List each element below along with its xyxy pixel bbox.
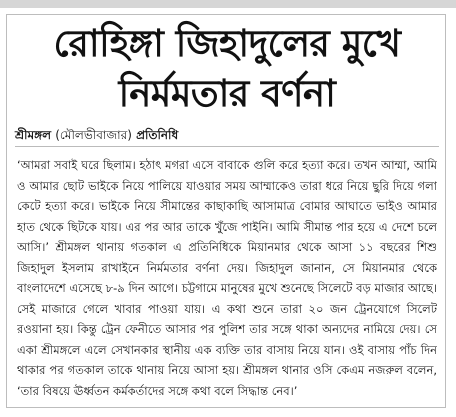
dateline-city: শ্রীমঙ্গল — [15, 128, 52, 142]
headline-line-1: রোহিঙ্গা জিহাদুলের মুখে — [53, 22, 401, 65]
dateline-rule — [15, 146, 439, 147]
headline-line-2: নির্মমতার বর্ণনা — [118, 72, 336, 115]
article-dateline — [15, 127, 439, 143]
dateline-reporter: প্রতিনিধি — [136, 128, 179, 142]
article-body: ‘আমরা সবাই ঘরে ছিলাম। হঠাৎ মগরা এসে বাবাকে গুলি করে হত্যা করে। তখন আম্মা, আমি ও আমার ছোট ভাইকে নিয়ে পালিয়ে যাওয়ার সময় আম্মাকেও তারা ধরে নিয়ে ছুরি দিয়ে গলা কেটে হত্যা করে। ভাইকে নিয়ে সীমান্তের কাছাকাছি আসামাত্র বোমার আঘাতে ভাইও আমার হাত থেকে ছিটকে যায়। এর পর আর তাকে খুঁজে পাইনি। আমি সীমান্ত পার হয়ে এ দেশে চলে আসি।’ শ্রীমঙ্গল থানায় গতকাল এ প্রতিনিধিকে মিয়ানমার থেকে আসা ১১ বছরের শিশু জিহাদুল ইসলাম রাখাইনে নির্মমতার বর্ণনা দেয়। জিহাদুল জানান, সে মিয়ানমার থেকে বাংলাদেশে এসেছে ৮-৯ দিন আগে। চট্টগামে মানুষের মুখে শুনেছে সিলেটে বড় মাজার আছে। সেই মাজারে গেলে খাবার পাওয়া যায়। এ কথা শুনে তারা ২০ জন ট্রেনযোগে সিলেট রওয়ানা হয়। কিন্তু ট্রেন ফেনীতে আসার পর পুলিশ তার সঙ্গে থাকা অন্যদের নামিয়ে দেয়। সে একা শ্রীমঙ্গলে এলে সেখানকার স্থানীয় এক ব্যক্তি তার বাসায় নিয়ে যান। ওই বাসায় পাঁচ দিন থাকার পর গতকাল তাকে থানায় নিয়ে আসা হয়। শ্রীমঙ্গল থানার ওসি কেএম নজরুল বলেন, ‘তার বিষয়ে ঊর্ধ্বতন কর্মকর্তাদের সঙ্গে কথা বলে সিদ্ধান্ত নেব।’ — [17, 158, 437, 398]
newspaper-clipping — [6, 14, 446, 408]
article-headline — [13, 19, 441, 119]
dateline-district: (মৌলভীবাজার) — [55, 128, 132, 142]
top-divider-bar — [0, 0, 456, 8]
